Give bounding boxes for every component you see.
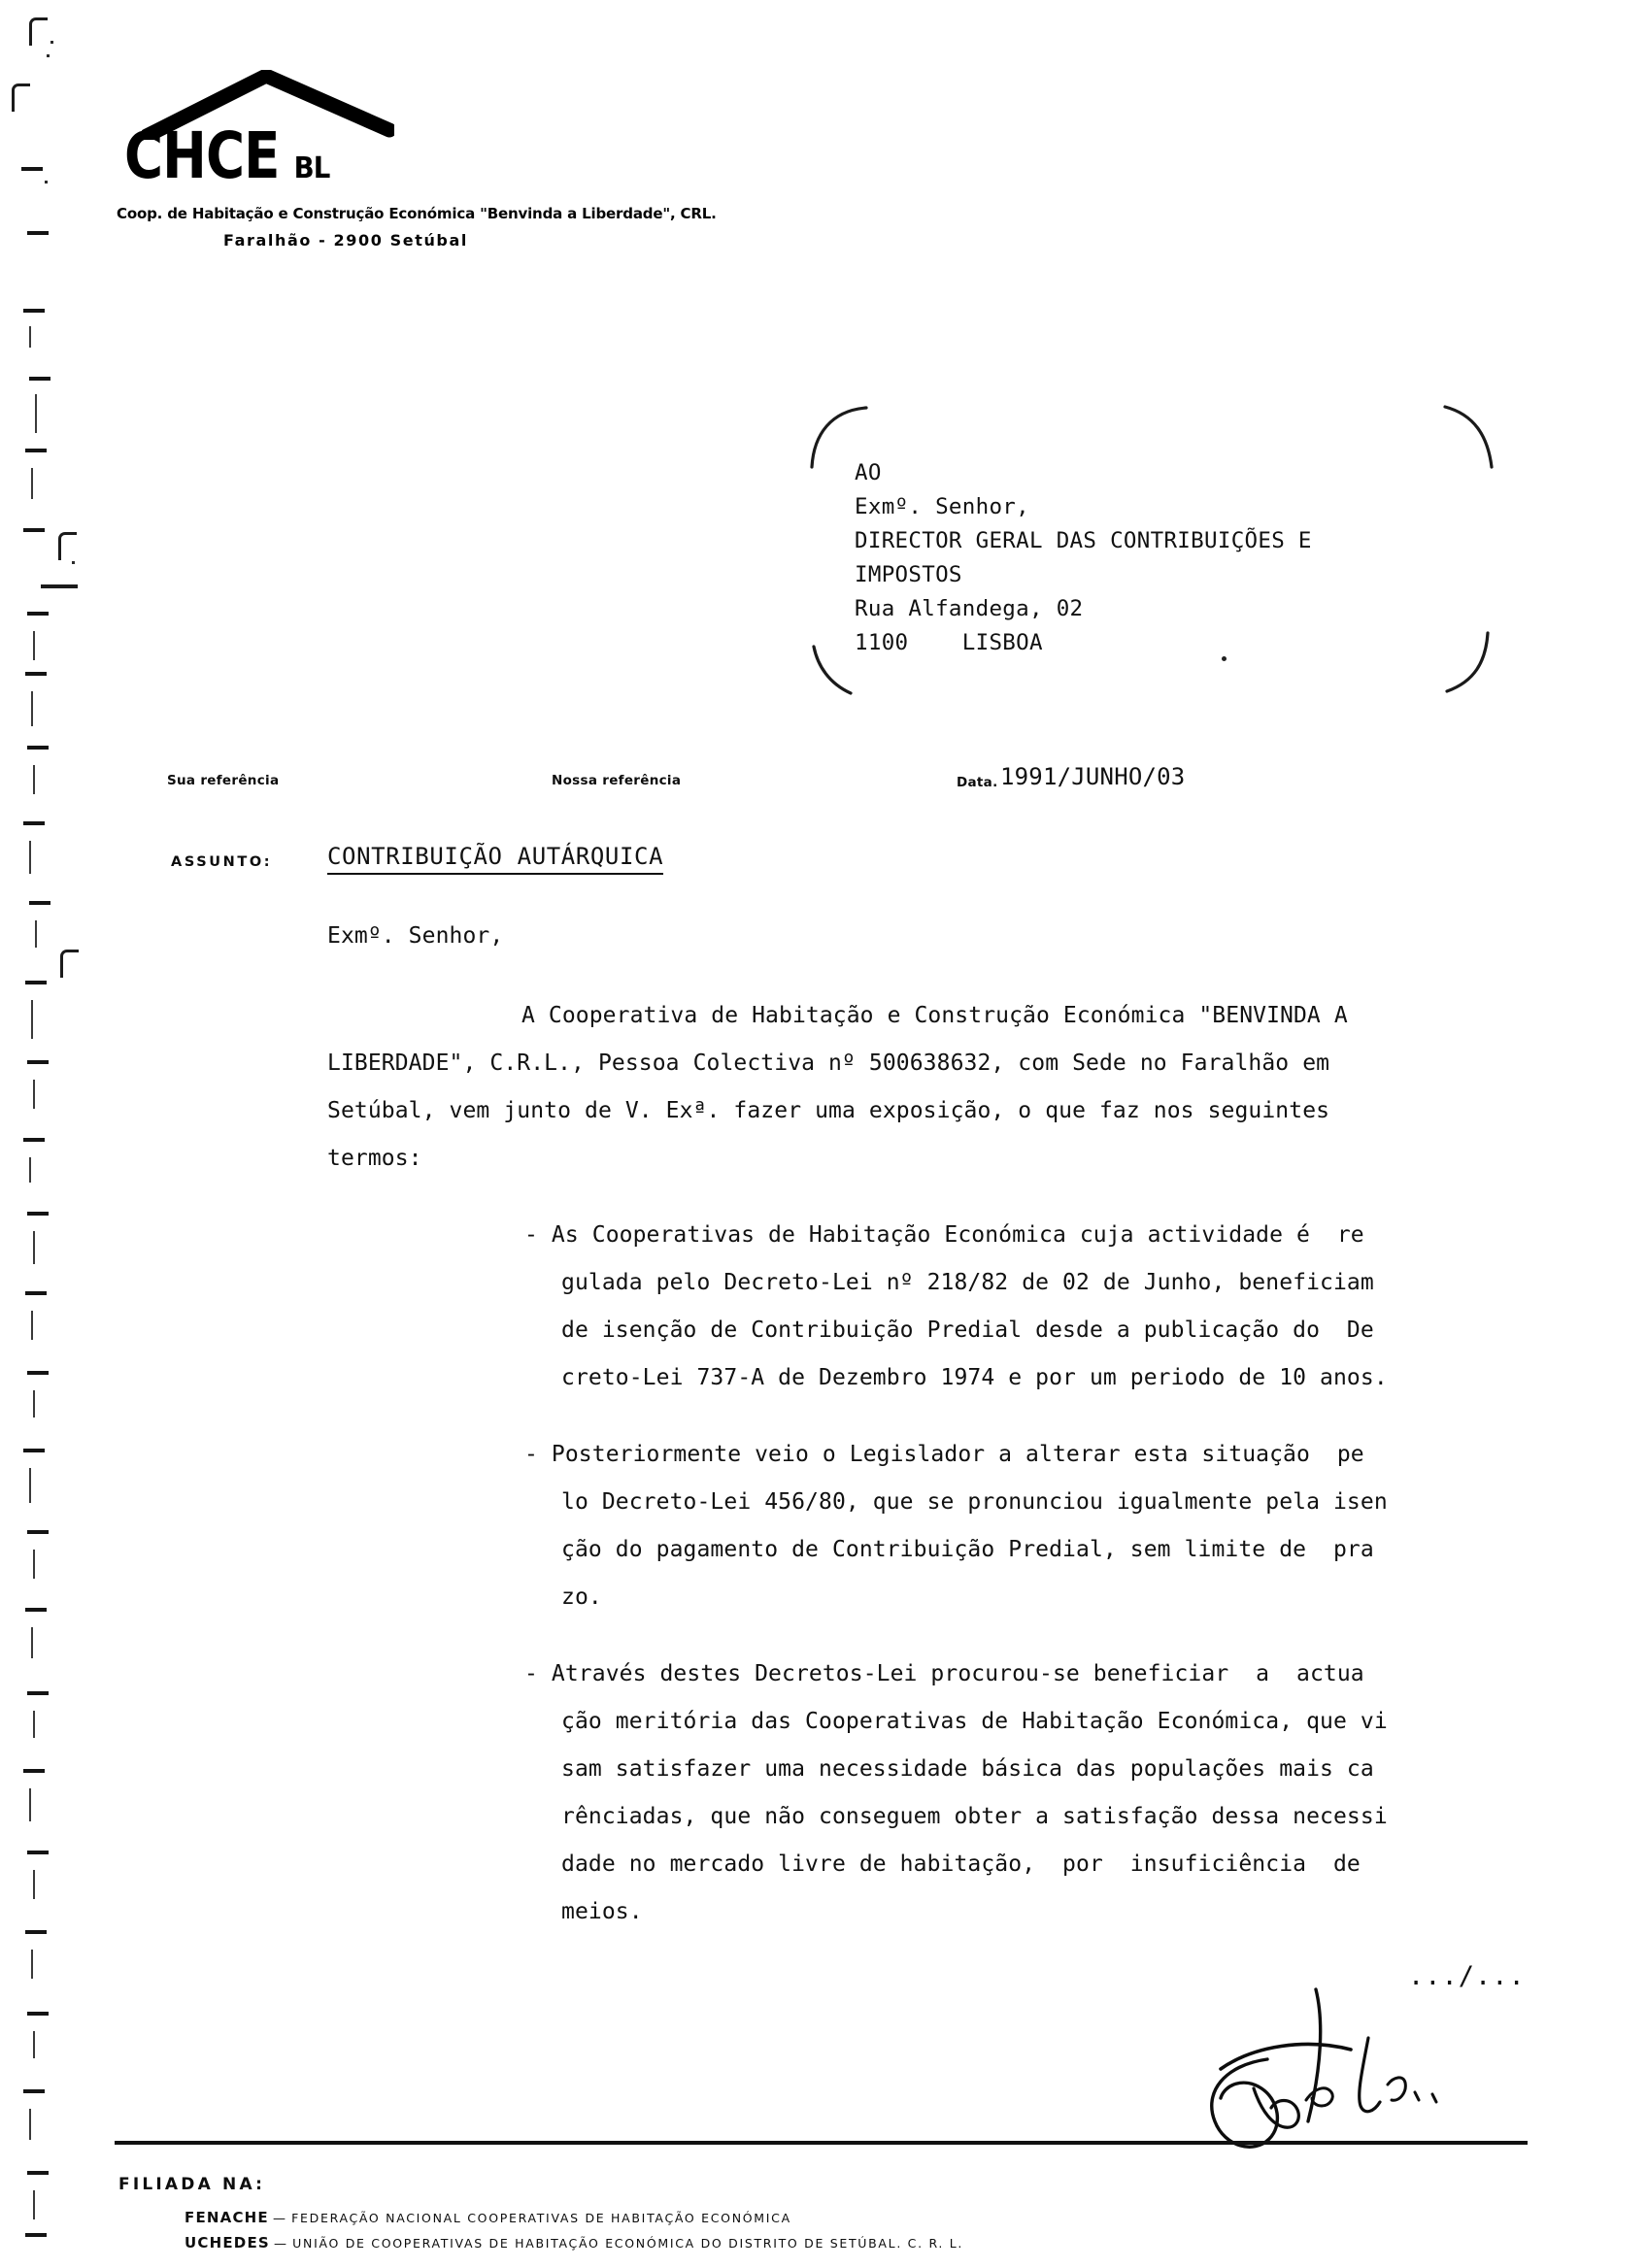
logo-sub-text: BL: [294, 151, 330, 185]
logo-main-text: CHCE: [124, 118, 280, 193]
recipient-line-salutation: Exmº. Senhor,: [855, 494, 1029, 519]
company-logo: [124, 68, 416, 199]
bullet-line: [524, 1651, 1647, 1698]
data-value: 1991/JUNHO/03: [1000, 763, 1186, 790]
signature: [1160, 1976, 1481, 2160]
bullet-text: As Cooperativas de Habitação Económica cuja actividade é re: [551, 1222, 1364, 1248]
bullet-text: Através destes Decretos-Lei procurou-se beneficiar a actua: [551, 1661, 1364, 1686]
bullet-line: [524, 1431, 1647, 1479]
footer-divider: [115, 2141, 1528, 2145]
bullet-line: rênciadas, que não conseguem obter a satisfação dessa necessi: [561, 1804, 1388, 1829]
assunto-value: CONTRIBUIÇÃO AUTÁRQUICA: [327, 843, 663, 875]
reference-row: [0, 763, 1647, 806]
bullet-marker: -: [524, 1661, 538, 1686]
bullet-line: de isenção de Contribuição Predial desde a publicação do De: [561, 1317, 1374, 1343]
bullet-item: [0, 1651, 1647, 1936]
bracket-bottom-right-icon: [1426, 629, 1503, 707]
bullet-marker: -: [524, 1222, 538, 1248]
filiada-title: FILIADA NA:: [118, 2175, 266, 2194]
filiada-list: [185, 2206, 963, 2256]
bullet-line: sam satisfazer uma necessidade básica das populações mais ca: [561, 1756, 1374, 1782]
filiada-org-name: FENACHE: [185, 2209, 269, 2226]
filiada-dash: —: [273, 2212, 288, 2226]
bullet-line: creto-Lei 737-A de Dezembro 1974 e por um periodo de 10 anos.: [561, 1365, 1388, 1390]
intro-line-4: termos:: [327, 1146, 422, 1171]
bullet-line: ção meritória das Cooperativas de Habitação Económica, que vi: [561, 1709, 1388, 1734]
bullet-line: dade no mercado livre de habitação, por insuficiência de: [561, 1851, 1361, 1877]
intro-paragraph: [0, 992, 1647, 1183]
nossa-referencia-label: Nossa referência: [552, 773, 682, 788]
filiada-entry: [185, 2206, 963, 2231]
filiada-dash: —: [274, 2237, 289, 2251]
sua-referencia-label: Sua referência: [167, 773, 280, 788]
continuation-marker: .../...: [1408, 1961, 1526, 1991]
recipient-line-title: DIRECTOR GERAL DAS CONTRIBUIÇÕES E: [855, 528, 1312, 553]
recipient-line-ao: AO: [855, 460, 882, 485]
bullet-line: [524, 1212, 1647, 1259]
assunto-label: ASSUNTO:: [171, 854, 273, 870]
intro-line-3: Setúbal, vem junto de V. Exª. fazer uma exposição, o que faz nos seguintes: [327, 1098, 1330, 1123]
filiada-org-description: UNIÃO DE COOPERATIVAS DE HABITAÇÃO ECONÓMICA DO DISTRITO DE SETÚBAL. C. R. L.: [292, 2236, 964, 2251]
data-label: Data.: [957, 775, 998, 790]
intro-line-2: LIBERDADE", C.R.L., Pessoa Colectiva nº 500638632, com Sede no Faralhão em: [327, 1051, 1330, 1076]
letter-body: [0, 913, 1647, 1936]
recipient-line-street: Rua Alfandega, 02: [855, 596, 1084, 621]
recipient-line-title-cont: IMPOSTOS: [855, 562, 962, 587]
recipient-address-block: [855, 456, 1312, 660]
bullet-list: [0, 1212, 1647, 1936]
bullet-line: lo Decreto-Lei 456/80, que se pronunciou igualmente pela isen: [561, 1489, 1388, 1515]
body-salutation: Exmº. Senhor,: [327, 923, 504, 949]
bullet-line: gulada pelo Decreto-Lei nº 218/82 de 02 de Junho, beneficiam: [561, 1270, 1374, 1295]
bullet-line: ção do pagamento de Contribuição Predial, sem limite de pra: [561, 1537, 1374, 1562]
bullet-text: Posteriormente veio o Legislador a alterar esta situação pe: [551, 1442, 1364, 1467]
filiada-entry: [185, 2231, 963, 2256]
bracket-top-right-icon: [1428, 403, 1515, 471]
recipient-line-city: 1100 LISBOA: [855, 630, 1043, 655]
bullet-marker: -: [524, 1442, 538, 1467]
bullet-line: meios.: [561, 1899, 643, 1924]
filiada-org-description: FEDERAÇÃO NACIONAL COOPERATIVAS DE HABITAÇÃO ECONÓMICA: [291, 2211, 791, 2225]
company-address: Faralhão - 2900 Setúbal: [223, 231, 468, 250]
bullet-item: [0, 1212, 1647, 1402]
filiada-org-name: UCHEDES: [185, 2234, 270, 2251]
letterhead: [117, 68, 717, 250]
company-name: Coop. de Habitação e Construção Económica "Benvinda a Liberdade", CRL.: [117, 205, 717, 222]
bullet-item: [0, 1431, 1647, 1621]
logo-text: [124, 118, 331, 193]
bullet-line: zo.: [561, 1584, 602, 1610]
intro-line-1: A Cooperativa de Habitação e Construção Económica "BENVINDA A: [521, 1003, 1348, 1028]
